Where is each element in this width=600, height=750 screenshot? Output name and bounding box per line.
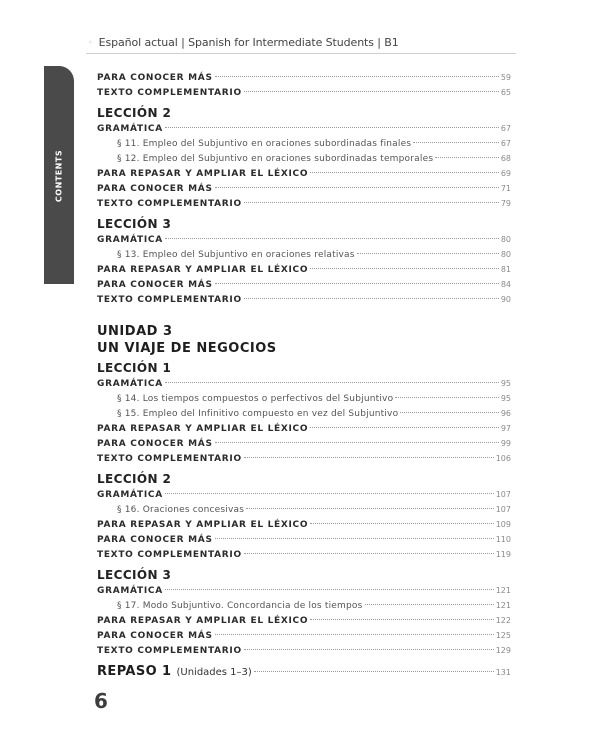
toc-subentry[interactable]: [97, 391, 511, 406]
toc-entry-text: PARA REPASAR Y AMPLIAR EL LÉXICO: [97, 169, 309, 179]
header-divider: [86, 53, 516, 54]
dot-leader: [254, 671, 494, 672]
lesson-entries: [97, 583, 511, 658]
dot-leader: [215, 76, 499, 77]
toc-page-number: 68: [500, 154, 511, 163]
header-title: Español actual | Spanish for Intermediate Students | B1: [98, 36, 399, 49]
toc-entry-text: PARA CONOCER MÁS: [97, 73, 213, 83]
dot-leader: [215, 634, 494, 635]
dot-leader: [310, 619, 494, 620]
toc-entry-text: TEXTO COMPLEMENTARIO: [97, 295, 242, 305]
dot-leader: [165, 238, 499, 239]
toc-entry[interactable]: [97, 277, 511, 292]
dot-leader: [413, 142, 499, 143]
toc-entry[interactable]: [97, 547, 511, 562]
toc-entry-repaso[interactable]: [97, 660, 511, 679]
dot-leader: [435, 157, 499, 158]
toc-entry-text: § 16. Oraciones concesivas: [117, 505, 245, 515]
toc-page-number: 90: [500, 295, 511, 304]
dot-leader: [165, 493, 494, 494]
toc-page-number: 109: [495, 520, 511, 529]
repaso-subtitle: (Unidades 1–3): [176, 667, 252, 678]
lesson-entries: [97, 121, 511, 211]
toc-page-number: 95: [500, 394, 511, 403]
toc-entry[interactable]: [97, 166, 511, 181]
toc-entry-text: § 17. Modo Subjuntivo. Concordancia de los tiempos: [117, 601, 363, 611]
dot-leader: [310, 427, 499, 428]
toc-page-number: 125: [495, 631, 511, 640]
toc-top-group: [97, 70, 511, 100]
toc-entry-text: PARA CONOCER MÁS: [97, 280, 213, 290]
toc-page-number: 107: [495, 505, 511, 514]
toc-page-number: 129: [495, 646, 511, 655]
toc-entry-text: § 11. Empleo del Subjuntivo en oraciones subordinadas finales: [117, 139, 412, 149]
toc-page-number: 99: [500, 439, 511, 448]
toc-entry[interactable]: [97, 628, 511, 643]
toc-page-number: 121: [495, 601, 511, 610]
dot-leader: [365, 604, 494, 605]
toc-entry-text: GRAMÁTICA: [97, 124, 163, 134]
toc-entry[interactable]: [97, 532, 511, 547]
toc-entry-text: § 13. Empleo del Subjuntivo en oraciones relativas: [117, 250, 355, 260]
toc-entry-text: PARA CONOCER MÁS: [97, 535, 213, 545]
toc-entry-text: GRAMÁTICA: [97, 379, 163, 389]
toc-entry-text: PARA REPASAR Y AMPLIAR EL LÉXICO: [97, 520, 309, 530]
dot-leader: [244, 649, 494, 650]
lesson-heading: LECCIÓN 1: [97, 361, 172, 375]
dot-leader: [215, 187, 499, 188]
lesson-heading: LECCIÓN 3: [97, 568, 172, 582]
toc-entry[interactable]: [97, 643, 511, 658]
unit-number: UNIDAD 3: [97, 324, 173, 339]
dot-leader: [244, 202, 499, 203]
toc-entry-text: TEXTO COMPLEMENTARIO: [97, 646, 242, 656]
dot-leader: [215, 442, 499, 443]
toc-entry[interactable]: [97, 292, 511, 307]
contents-side-tab[interactable]: [44, 66, 74, 284]
toc-page-number: 71: [500, 184, 511, 193]
toc-entry[interactable]: [97, 583, 511, 598]
dot-leader: [395, 397, 499, 398]
toc-entry-text: PARA REPASAR Y AMPLIAR EL LÉXICO: [97, 265, 309, 275]
toc-page-number: 69: [500, 169, 511, 178]
toc-page-number: 122: [495, 616, 511, 625]
dot-leader: [244, 91, 499, 92]
repaso-title: REPASO 1: [97, 664, 172, 679]
toc-entry-text: TEXTO COMPLEMENTARIO: [97, 454, 242, 464]
toc-entry-text: PARA CONOCER MÁS: [97, 631, 213, 641]
lesson-entries: [97, 376, 511, 466]
dot-leader: [215, 538, 494, 539]
dot-leader: [310, 523, 494, 524]
bullet-icon: ◦: [88, 38, 93, 47]
unit-title: UN VIAJE DE NEGOCIOS: [97, 341, 277, 356]
lesson-entries: [97, 232, 511, 307]
toc-page-number: 65: [500, 88, 511, 97]
toc-entry-text: GRAMÁTICA: [97, 490, 163, 500]
toc-entry[interactable]: [97, 121, 511, 136]
toc-entry[interactable]: [97, 517, 511, 532]
dot-leader: [246, 508, 494, 509]
toc-page-number: 59: [500, 73, 511, 82]
dot-leader: [244, 553, 494, 554]
toc-page-number: 121: [495, 586, 511, 595]
toc-subentry[interactable]: [97, 502, 511, 517]
toc-subentry[interactable]: [97, 136, 511, 151]
toc-entry[interactable]: [97, 436, 511, 451]
lesson-entries: [97, 487, 511, 562]
toc-entry-text: PARA REPASAR Y AMPLIAR EL LÉXICO: [97, 616, 309, 626]
toc-page-number: 131: [495, 668, 511, 677]
running-header: [88, 36, 520, 49]
toc-page-number: 106: [495, 454, 511, 463]
toc-entry-text: TEXTO COMPLEMENTARIO: [97, 550, 242, 560]
dot-leader: [400, 412, 499, 413]
page-number: 6: [94, 689, 108, 713]
toc-page-number: 67: [500, 124, 511, 133]
contents-tab-label: CONTENTS: [54, 149, 64, 203]
toc-entry-text: PARA CONOCER MÁS: [97, 184, 213, 194]
toc-entry[interactable]: [97, 421, 511, 436]
toc-entry[interactable]: [97, 613, 511, 628]
toc-page-number: 110: [495, 535, 511, 544]
toc-page-number: 119: [495, 550, 511, 559]
dot-leader: [310, 268, 499, 269]
toc-page-number: 107: [495, 490, 511, 499]
toc-entry-text: GRAMÁTICA: [97, 235, 163, 245]
toc-page-number: 80: [500, 235, 511, 244]
dot-leader: [357, 253, 499, 254]
toc-page-number: 97: [500, 424, 511, 433]
toc-subentry[interactable]: [97, 598, 511, 613]
toc-page-number: 79: [500, 199, 511, 208]
toc-entry[interactable]: [97, 181, 511, 196]
toc-entry-text: PARA REPASAR Y AMPLIAR EL LÉXICO: [97, 424, 309, 434]
lesson-heading: LECCIÓN 2: [97, 472, 172, 486]
toc-entry[interactable]: [97, 451, 511, 466]
toc-page-number: 95: [500, 379, 511, 388]
toc-entry[interactable]: [97, 196, 511, 211]
dot-leader: [165, 127, 499, 128]
toc-entry[interactable]: [97, 232, 511, 247]
toc-entry-text: PARA CONOCER MÁS: [97, 439, 213, 449]
toc-subentry[interactable]: [97, 151, 511, 166]
dot-leader: [165, 382, 499, 383]
toc-entry-text: TEXTO COMPLEMENTARIO: [97, 88, 242, 98]
dot-leader: [215, 283, 499, 284]
toc-page-number: 67: [500, 139, 511, 148]
toc-entry[interactable]: [97, 85, 511, 100]
dot-leader: [244, 457, 494, 458]
toc-entry[interactable]: [97, 70, 511, 85]
toc-page-number: 96: [500, 409, 511, 418]
toc-entry-text: GRAMÁTICA: [97, 586, 163, 596]
toc-page-number: 84: [500, 280, 511, 289]
toc-entry-text: TEXTO COMPLEMENTARIO: [97, 199, 242, 209]
toc-entry-text: § 15. Empleo del Infinitivo compuesto en vez del Subjuntivo: [117, 409, 399, 419]
toc-entry-text: § 12. Empleo del Subjuntivo en oraciones subordinadas temporales: [117, 154, 434, 164]
toc-entry[interactable]: [97, 487, 511, 502]
dot-leader: [310, 172, 499, 173]
toc-entry-text: § 14. Los tiempos compuestos o perfectivos del Subjuntivo: [117, 394, 394, 404]
toc-entry[interactable]: [97, 262, 511, 277]
toc-subentry[interactable]: [97, 247, 511, 262]
lesson-heading: LECCIÓN 3: [97, 217, 172, 231]
repaso-label: [97, 660, 252, 682]
toc-page-number: 80: [500, 250, 511, 259]
table-of-contents: [97, 70, 511, 679]
dot-leader: [165, 589, 494, 590]
dot-leader: [244, 298, 499, 299]
toc-entry[interactable]: [97, 376, 511, 391]
lesson-heading: LECCIÓN 2: [97, 106, 172, 120]
toc-page-number: 81: [500, 265, 511, 274]
unit-heading: [97, 323, 511, 357]
toc-subentry[interactable]: [97, 406, 511, 421]
